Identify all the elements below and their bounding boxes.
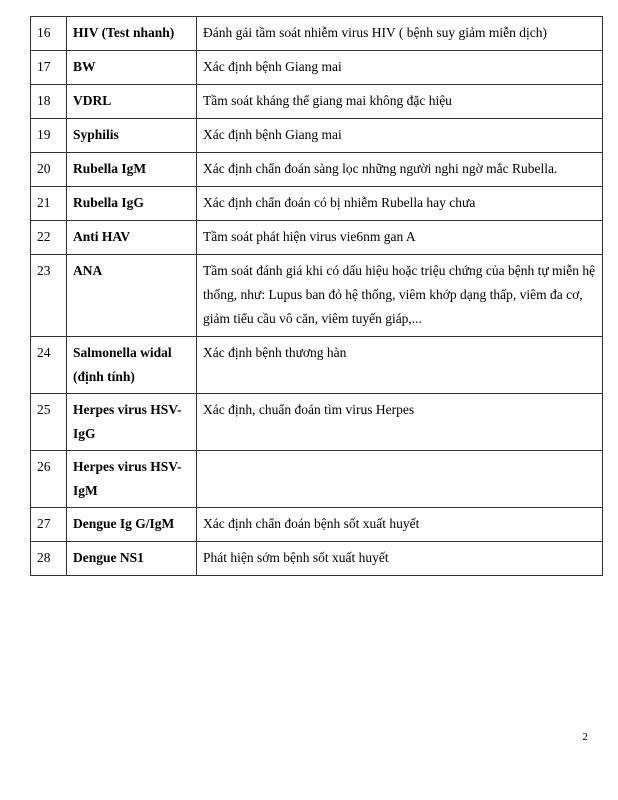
test-name: VDRL [67, 85, 197, 119]
test-description: Tầm soát kháng thể giang mai không đặc hiệu [197, 85, 603, 119]
test-description: Xác định, chuẩn đoán tìm virus Herpes [197, 394, 603, 451]
test-description: Xác định bệnh Giang mai [197, 119, 603, 153]
table-row [31, 119, 603, 153]
table-row [31, 187, 603, 221]
test-table-body [31, 17, 603, 576]
test-name: Herpes virus HSV-IgG [67, 394, 197, 451]
table-row [31, 85, 603, 119]
table-row [31, 394, 603, 451]
test-description: Đánh gái tầm soát nhiễm virus HIV ( bệnh suy giảm miễn dịch) [197, 17, 603, 51]
test-description: Phát hiện sớm bệnh sốt xuất huyết [197, 542, 603, 576]
row-number: 27 [31, 508, 67, 542]
row-number: 18 [31, 85, 67, 119]
table-row [31, 153, 603, 187]
row-number: 26 [31, 451, 67, 508]
row-number: 20 [31, 153, 67, 187]
test-name: Salmonella widal (định tính) [67, 337, 197, 394]
table-row [31, 542, 603, 576]
table-row [31, 17, 603, 51]
page-number: 2 [582, 731, 588, 743]
test-description: Tầm soát đánh giá khi có dấu hiệu hoặc triệu chứng của bệnh tự miễn hệ thống, như: Lupus ban đỏ hệ thống, viêm khớp dạng thấp, viêm đa cơ, giảm tiểu cầu vô căn, viêm tuyến giáp,... [197, 255, 603, 337]
test-description: Xác định bệnh Giang mai [197, 51, 603, 85]
row-number: 21 [31, 187, 67, 221]
test-description: Xác định bệnh thương hàn [197, 337, 603, 394]
test-description: Xác định chẩn đoán có bị nhiễm Rubella hay chưa [197, 187, 603, 221]
row-number: 22 [31, 221, 67, 255]
row-number: 24 [31, 337, 67, 394]
test-name: HIV (Test nhanh) [67, 17, 197, 51]
test-description: Xác định chẩn đoán sàng lọc những người nghi ngờ mắc Rubella. [197, 153, 603, 187]
test-name: Syphilis [67, 119, 197, 153]
test-description: Xác định chẩn đoán bệnh sốt xuất huyết [197, 508, 603, 542]
test-name: Dengue Ig G/IgM [67, 508, 197, 542]
test-description [197, 451, 603, 508]
row-number: 23 [31, 255, 67, 337]
table-row [31, 221, 603, 255]
test-name: BW [67, 51, 197, 85]
test-name: Herpes virus HSV-IgM [67, 451, 197, 508]
test-description: Tầm soát phát hiện virus vie6nm gan A [197, 221, 603, 255]
table-row [31, 508, 603, 542]
test-name: Dengue NS1 [67, 542, 197, 576]
row-number: 28 [31, 542, 67, 576]
table-row [31, 337, 603, 394]
row-number: 19 [31, 119, 67, 153]
test-name: Anti HAV [67, 221, 197, 255]
test-name: Rubella IgM [67, 153, 197, 187]
table-row [31, 255, 603, 337]
row-number: 17 [31, 51, 67, 85]
table-row [31, 51, 603, 85]
table-row [31, 451, 603, 508]
test-table [30, 16, 603, 576]
test-name: ANA [67, 255, 197, 337]
row-number: 25 [31, 394, 67, 451]
row-number: 16 [31, 17, 67, 51]
test-name: Rubella IgG [67, 187, 197, 221]
